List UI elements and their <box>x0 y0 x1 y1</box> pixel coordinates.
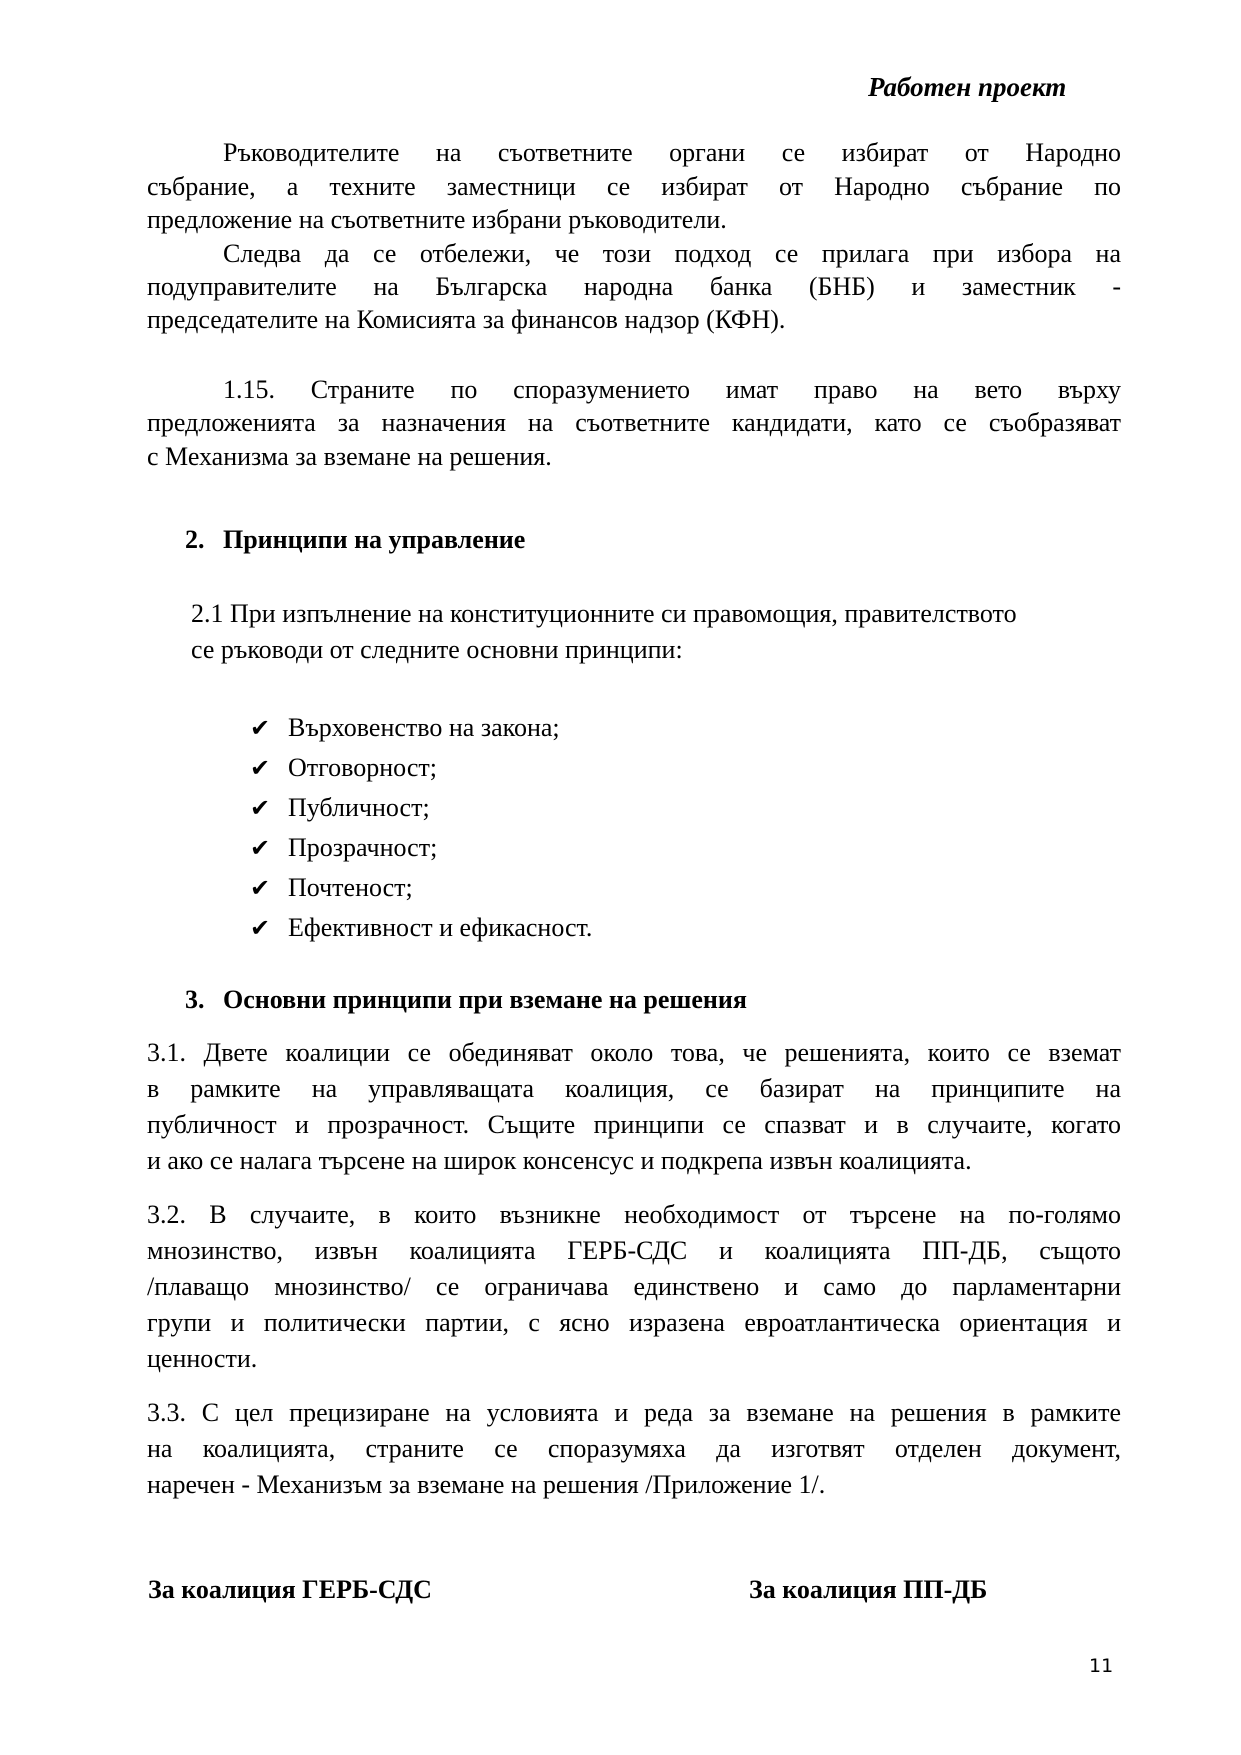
section-heading-2 <box>185 523 525 557</box>
paragraph-line: с Механизма за вземане на решения. <box>147 442 552 471</box>
list-item-label: Прозрачност; <box>288 833 438 862</box>
paragraph-line: 3.2. В случаите, в които възникне необходимост от търсене на по-голямо <box>147 1200 1121 1229</box>
paragraph-line: ценности. <box>147 1344 258 1373</box>
paragraph-line: събрание, а техните заместници се избират от Народно събрание по <box>147 172 1121 201</box>
list-item <box>250 908 592 948</box>
section-heading-3 <box>185 983 747 1017</box>
paragraph-line: 3.1. Двете коалиции се обединяват около това, че решенията, които се вземат <box>147 1038 1121 1067</box>
paragraph-line: публичност и прозрачност. Същите принципи се спазват и в случаите, когато <box>147 1110 1121 1139</box>
section-number: 3. <box>185 985 205 1014</box>
paragraph-line: на коалицията, страните се споразумяха да изготвят отделен документ, <box>147 1434 1121 1463</box>
paragraph-line: предложенията за назначения на съответните кандидати, като се съобразяват <box>147 408 1121 437</box>
paragraph-line: /плаващо мнозинство/ се ограничава единствено и само до парламентарни <box>147 1272 1121 1301</box>
checkmark-icon: ✔ <box>250 874 271 902</box>
paragraph-line: подуправителите на Българска народна банка (БНБ) и заместник - <box>147 272 1121 301</box>
paragraph-line: наречен - Механизъм за вземане на решения /Приложение 1/. <box>147 1470 826 1499</box>
paragraph-line: групи и политически партии, с ясно изразена евроатлантическа ориентация и <box>147 1308 1121 1337</box>
list-item-label: Върховенство на закона; <box>288 713 560 742</box>
paragraph-line: председателите на Комисията за финансов надзор (КФН). <box>147 305 786 334</box>
list-item <box>250 868 413 908</box>
signature-right: За коалиция ПП-ДБ <box>749 1575 988 1604</box>
list-item-label: Публичност; <box>288 793 430 822</box>
list-item-label: Почтеност; <box>288 873 413 902</box>
checkmark-icon: ✔ <box>250 914 271 942</box>
section-title: Принципи на управление <box>223 525 526 554</box>
paragraph-line: Ръководителите на съответните органи се избират от Народно <box>223 138 1121 167</box>
checkmark-icon: ✔ <box>250 834 271 862</box>
list-item-label: Отговорност; <box>288 753 437 782</box>
section-title: Основни принципи при вземане на решения <box>223 985 747 1014</box>
paragraph-line: 3.3. С цел прецизиране на условията и реда за вземане на решения в рамките <box>147 1398 1121 1427</box>
document-header: Работен проект <box>868 72 1067 102</box>
signature-left: За коалиция ГЕРБ-СДС <box>148 1575 432 1604</box>
paragraph-line: Следва да се отбележи, че този подход се прилага при избора на <box>223 239 1121 268</box>
checkmark-icon: ✔ <box>250 794 271 822</box>
list-item <box>250 828 437 868</box>
list-item <box>250 788 430 828</box>
page-number: 11 <box>1089 1655 1114 1677</box>
paragraph-line: предложение на съответните избрани ръководители. <box>147 205 727 234</box>
paragraph-line: мнозинство, извън коалицията ГЕРБ-СДС и коалицията ПП-ДБ, същото <box>147 1236 1121 1265</box>
checkmark-icon: ✔ <box>250 714 271 742</box>
paragraph-line: 2.1 При изпълнение на конституционните си правомощия, правителството <box>191 599 1017 628</box>
list-item <box>250 748 437 788</box>
list-item-label: Ефективност и ефикасност. <box>288 913 593 942</box>
paragraph-line: се ръководи от следните основни принципи: <box>191 635 683 664</box>
list-item <box>250 708 560 748</box>
paragraph-line: 1.15. Страните по споразумението имат право на вето върху <box>223 375 1121 404</box>
paragraph-line: в рамките на управляващата коалиция, се базират на принципите на <box>147 1074 1121 1103</box>
checkmark-icon: ✔ <box>250 754 271 782</box>
section-number: 2. <box>185 525 205 554</box>
paragraph-line: и ако се налага търсене на широк консенсус и подкрепа извън коалицията. <box>147 1146 972 1175</box>
